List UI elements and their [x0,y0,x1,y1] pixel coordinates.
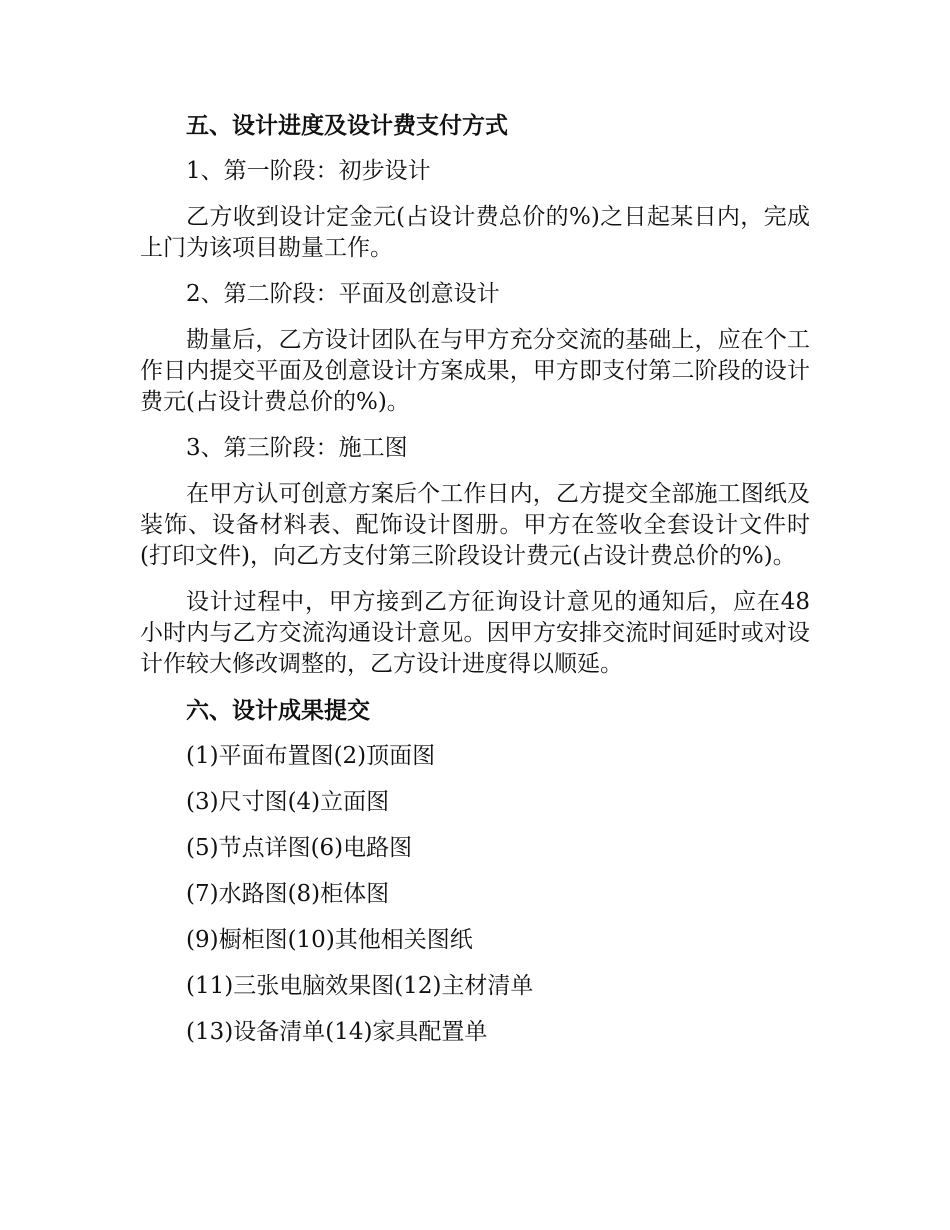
section-5-heading: 五、设计进度及设计费支付方式 [186,112,508,139]
deliverable-item: (13)设备清单(14)家具配置单 [186,1019,488,1045]
deliverable-item: (1)平面布置图(2)顶面图 [186,743,436,769]
document-body [140,110,810,1063]
process-note: 设计过程中，甲方接到乙方征询设计意见的通知后，应在48小时内与乙方交流沟通设计意见。因甲方安排交流时间延时或对设计作较大修改调整的，乙方设计进度得以顺延。 [140,589,810,677]
stage-1-body: 乙方收到设计定金元(占设计费总价的%)之日起某日内，完成上门为该项目勘量工作。 [140,204,810,261]
stage-2-title: 2、第二阶段：平面及创意设计 [186,281,500,307]
deliverable-item: (11)三张电脑效果图(12)主材清单 [186,973,534,999]
deliverable-item: (5)节点详图(6)电路图 [186,835,413,861]
stage-1-title: 1、第一阶段：初步设计 [186,158,431,184]
stage-2-body: 勘量后，乙方设计团队在与甲方充分交流的基础上，应在个工作日内提交平面及创意设计方案成果，甲方即支付第二阶段的设计费元(占设计费总价的%)。 [140,327,810,415]
deliverable-item: (3)尺寸图(4)立面图 [186,789,390,815]
deliverable-item: (7)水路图(8)柜体图 [186,881,390,907]
section-6-heading: 六、设计成果提交 [186,697,370,724]
stage-3-body: 在甲方认可创意方案后个工作日内，乙方提交全部施工图纸及装饰、设备材料表、配饰设计图册。甲方在签收全套设计文件时(打印文件)，向乙方支付第三阶段设计费元(占设计费总价的%)。 [140,481,810,569]
stage-3-title: 3、第三阶段：施工图 [186,435,408,461]
deliverable-item: (9)橱柜图(10)其他相关图纸 [186,927,473,953]
